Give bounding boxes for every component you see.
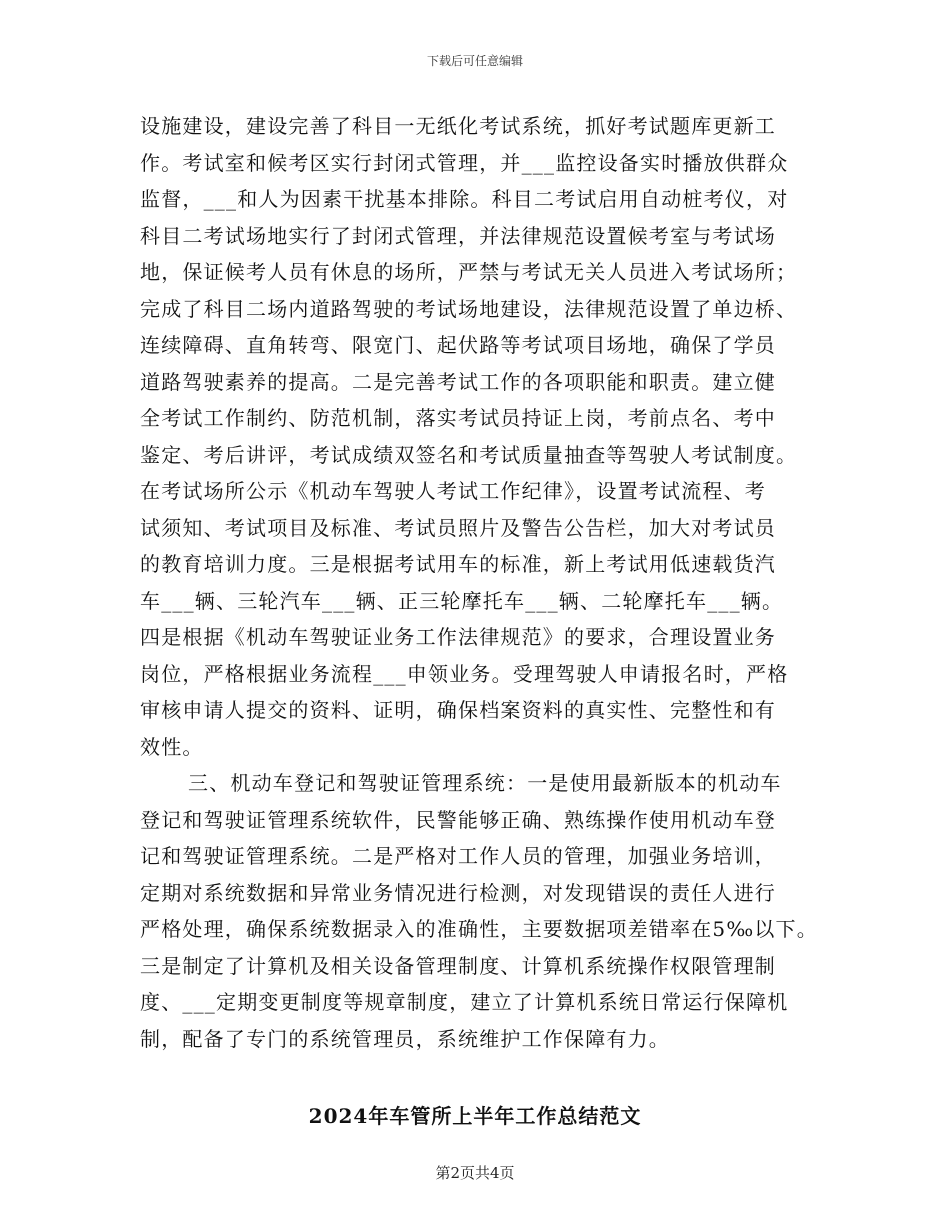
document-body (140, 108, 820, 1057)
body-line: 鉴定、考后讲评，考试成绩双签名和考试质量抽查等驾驶人考试制度。 (140, 442, 798, 467)
body-line: 监督，___和人为因素干扰基本排除。科目二考试启用自动桩考仪，对 (140, 187, 789, 211)
body-line: 登记和驾驶证管理系统软件，民警能够正确、熟练操作使用机动车登 (140, 807, 776, 832)
body-line: 道路驾驶素养的提高。二是完善考试工作的各项职能和职责。建立健 (140, 369, 776, 394)
body-line: 科目二考试场地实行了封闭式管理，并法律规范设置候考室与考试场 (140, 223, 776, 248)
body-line: 全考试工作制约、防范机制，落实考试员持证上岗，考前点名、考中 (140, 406, 776, 430)
body-line: 四是根据《机动车驾驶证业务工作法律规范》的要求，合理设置业务 (140, 625, 776, 649)
body-line: 效性。 (140, 734, 204, 759)
body-line: 地，保证候考人员有休息的场所，严禁与考试无关人员进入考试场所； (140, 260, 798, 284)
body-line: 完成了科目二场内道路驾驶的考试场地建设，法律规范设置了单边桥、 (140, 296, 798, 321)
body-line: 作。考试室和候考区实行封闭式管理，并___监控设备实时播放供群众 (140, 150, 789, 175)
body-line: 车___辆、三轮汽车___辆、正三轮摩托车___辆、二轮摩托车___辆。 (140, 588, 784, 613)
body-line: 度、___定期变更制度等规章制度，建立了计算机系统日常运行保障机 (140, 990, 789, 1014)
body-line: 在考试场所公示《机动车驾驶人考试工作纪律》，设置考试流程、考 (140, 479, 766, 503)
body-line: 审核申请人提交的资料、证明，确保档案资料的真实性、完整性和有 (140, 698, 776, 722)
body-line: 定期对系统数据和异常业务情况进行检测，对发现错误的责任人进行 (140, 880, 776, 905)
section-three-first-line: 三、机动车登记和驾驶证管理系统：一是使用最新版本的机动车 (188, 771, 782, 795)
body-line: 岗位，严格根据业务流程___申领业务。受理驾驶人申请报名时，严格 (140, 661, 789, 686)
body-line: 记和驾驶证管理系统。二是严格对工作人员的管理，加强业务培训， (140, 844, 776, 868)
body-line: 试须知、考试项目及标准、考试员照片及警告公告栏，加大对考试员 (140, 515, 776, 540)
page-header: 下载后可任意编辑 (426, 54, 523, 68)
body-line: 的教育培训力度。三是根据考试用车的标准，新上考试用低速载货汽 (140, 552, 776, 576)
body-line: 严格处理，确保系统数据录入的准确性，主要数据项差错率在5‰以下。 (140, 917, 818, 941)
body-line: 三是制定了计算机及相关设备管理制度、计算机系统操作权限管理制 (140, 953, 776, 978)
body-line: 连续障碍、直角转弯、限宽门、起伏路等考试项目场地，确保了学员 (140, 333, 776, 357)
body-line: 设施建设，建设完善了科目一无纸化考试系统，抓好考试题库更新工 (140, 114, 776, 138)
body-line: 制，配备了专门的系统管理员，系统维护工作保障有力。 (140, 1026, 670, 1051)
document-heading: 2024年车管所上半年工作总结范文 (308, 1104, 642, 1128)
page-footer: 第2页共4页 (435, 1164, 515, 1182)
